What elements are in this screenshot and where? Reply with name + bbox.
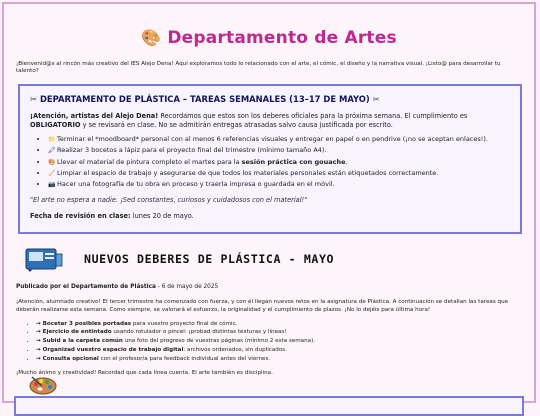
mandatory-label: OBLIGATORIO: [30, 120, 81, 129]
attention-lead: ¡Atención, artistas del Alejo Dena!: [30, 112, 159, 120]
scissors-icon: ✂: [372, 94, 380, 104]
post-task-item: [36, 328, 534, 337]
post-task-text: una foto del progreso de vuestras páginas (mínimo 2 esta semana).: [122, 338, 316, 345]
scissors-icon: ✂: [30, 94, 38, 104]
weekly-tasks-title: [30, 94, 510, 104]
folder-icon: 📁: [48, 136, 56, 144]
task-item: [48, 179, 510, 190]
post-meta: [16, 284, 534, 290]
site-intro: ¡Bienvenid@s al rincón más creativo del IES Alejo Dena! Aquí exploramos todo lo relacionado con el arte, el cómic, el diseño y la narrativa visual. ¡Listo@ para desarrollar tu talento?: [16, 61, 501, 74]
tasks-attention: [30, 112, 510, 129]
post-task-bold: → Organizad vuestro espacio de trabajo digital: [36, 346, 184, 353]
task-text: Llevar el material de pintura completo el martes para la: [57, 157, 242, 166]
weekly-tasks-title-text: DEPARTAMENTO DE PLÁSTICA – TAREAS SEMANALES (13–17 DE MAYO): [39, 94, 370, 104]
paint-palette-icon: [28, 374, 58, 396]
post-task-text: usando rotulador o pincel: ¡probad distintas texturas y líneas!: [111, 329, 287, 336]
task-item: [48, 134, 510, 145]
broom-icon: 🧹: [48, 169, 56, 177]
revision-label: Fecha de revisión en clase:: [30, 212, 131, 221]
task-text: Terminar el *moodboard* personal con al menos 6 referencias visuales y entregar en papel o en pendrive (¡no se aceptan enlaces!).: [57, 135, 488, 144]
post-date: - 6 de mayo de 2025: [155, 284, 219, 290]
post-title[interactable]: NUEVOS DEBERES DE PLÁSTICA - MAYO: [84, 252, 335, 266]
attention-end: y se revisará en clase. No se admitirán entregas atrasadas salvo causa justificada por escrito.: [80, 120, 393, 129]
next-section-box: [14, 396, 524, 416]
task-item: [48, 145, 510, 156]
task-text-bold: sesión práctica con gouache: [241, 157, 346, 166]
task-item: [48, 168, 510, 179]
task-text: Realizar 3 bocetos a lápiz para el proyecto final del trimestre (mínimo tamaño A4).: [57, 146, 327, 155]
post-task-item: [36, 337, 534, 346]
crayon-icon: 🖍: [48, 147, 56, 155]
post-task-text: : archivos ordenados, sin duplicados.: [183, 346, 287, 353]
post-task-item: [36, 320, 534, 329]
post-closing: ¡Mucho ánimo y creatividad! Recordad que cada línea cuenta. El arte también es disciplina.: [16, 369, 273, 376]
page-frame: [2, 2, 536, 403]
post-task-item: [36, 355, 534, 364]
post-task-bold: → Bocetar 3 posibles portadas: [36, 320, 132, 327]
post-author: Publicado por el Departamento de Plástica: [16, 284, 156, 290]
tasks-quote: "El arte no espera a nadie. ¡Sed constantes, curiosos y cuidadosos con el material!": [30, 196, 308, 205]
post-task-text: para vuestro proyecto final de cómic.: [131, 320, 238, 327]
task-text: Limpiar el espacio de trabajo y asegurarse de que todos los materiales personales están etiquetados correctamente.: [57, 168, 439, 177]
task-text-end: .: [345, 157, 348, 166]
post-header: [24, 246, 534, 272]
revision-date-value: lunes 20 de mayo.: [130, 212, 194, 221]
post-task-item: [36, 346, 534, 355]
site-title: Departamento de Artes: [167, 28, 397, 48]
attention-text: Recordamos que estos son los deberes oficiales para la próxima semana. El cumplimiento es: [158, 112, 468, 120]
palette-icon: 🎨: [141, 28, 162, 47]
task-text: Hacer una fotografía de tu obra en proceso y traerla impresa o guardada en el móvil.: [57, 180, 335, 188]
post-task-bold: → Ejercicio de entintado: [36, 329, 112, 336]
sketchbook-icon: [24, 246, 64, 272]
revision-date: [30, 212, 510, 220]
weekly-tasks-box: [18, 84, 522, 234]
palette-icon: 🎨: [48, 158, 56, 166]
site-header: [4, 28, 534, 48]
post-task-bold: → Subid a la carpeta común: [36, 338, 123, 345]
camera-icon: 📷: [48, 181, 56, 188]
post-task-list: [4, 320, 534, 364]
tasks-list: [30, 134, 510, 190]
post-body: ¡Atención, alumnado creativo! El tercer trimestre ha comenzado con fuerza, y con él llegan nuevos retos en la asignatura de Plástica. A continuación se detallan las tareas que deberán realizarse esta semana. Como siempre, se valorará el esfuerzo, la originalidad y el cumplimiento de plazos. ¡No lo dejéis para última hora!: [16, 299, 509, 314]
task-item: [48, 157, 510, 168]
post-task-text: con el profesor/a para feedback individual antes del viernes.: [98, 355, 271, 362]
post-task-bold: → Consulta opcional: [36, 355, 99, 362]
